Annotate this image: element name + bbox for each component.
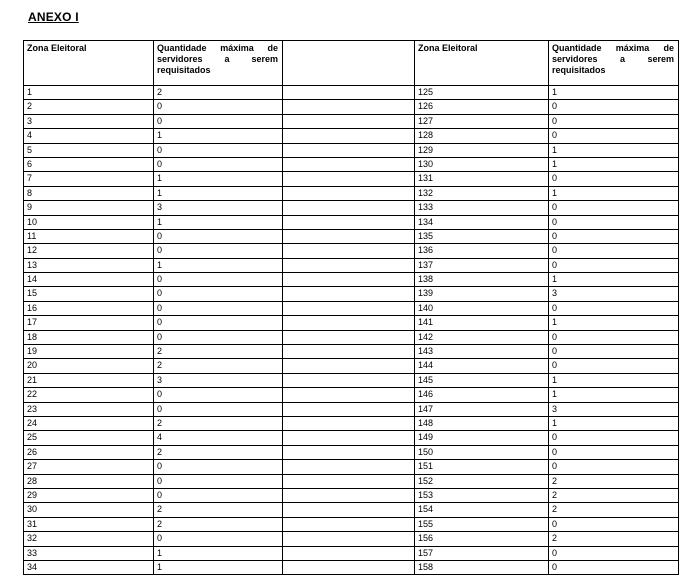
- quantidade-left-cell: 2: [154, 517, 283, 531]
- zona-right-cell: 141: [415, 316, 549, 330]
- zona-left-cell: 24: [24, 416, 154, 430]
- quantidade-right-cell: 0: [549, 431, 679, 445]
- quantidade-right-cell: 1: [549, 388, 679, 402]
- zona-right-cell: 151: [415, 460, 549, 474]
- quantidade-left-cell: 0: [154, 143, 283, 157]
- quantidade-right-cell: 3: [549, 402, 679, 416]
- spacer-cell: [283, 517, 415, 531]
- zona-left-cell: 13: [24, 258, 154, 272]
- quantidade-right-cell: 2: [549, 532, 679, 546]
- zona-left-cell: 15: [24, 287, 154, 301]
- zona-left-cell: 22: [24, 388, 154, 402]
- zona-left-cell: 16: [24, 301, 154, 315]
- zona-right-cell: 139: [415, 287, 549, 301]
- spacer-cell: [283, 157, 415, 171]
- spacer-cell: [283, 215, 415, 229]
- quantidade-left-cell: 1: [154, 215, 283, 229]
- quantidade-right-cell: 0: [549, 445, 679, 459]
- quantidade-left-cell: 2: [154, 359, 283, 373]
- table-row: [24, 229, 679, 243]
- header-spacer: [283, 41, 415, 86]
- quantidade-left-cell: 2: [154, 416, 283, 430]
- zona-right-cell: 148: [415, 416, 549, 430]
- table-row: [24, 431, 679, 445]
- spacer-cell: [283, 532, 415, 546]
- quantidade-left-cell: 1: [154, 546, 283, 560]
- zona-left-cell: 20: [24, 359, 154, 373]
- zona-right-cell: 154: [415, 503, 549, 517]
- quantidade-right-cell: 0: [549, 229, 679, 243]
- zona-left-cell: 9: [24, 201, 154, 215]
- zona-left-cell: 19: [24, 345, 154, 359]
- spacer-cell: [283, 86, 415, 100]
- zona-right-cell: 144: [415, 359, 549, 373]
- spacer-cell: [283, 100, 415, 114]
- zona-left-cell: 6: [24, 157, 154, 171]
- spacer-cell: [283, 330, 415, 344]
- spacer-cell: [283, 388, 415, 402]
- table-row: [24, 359, 679, 373]
- quantidade-right-cell: 1: [549, 86, 679, 100]
- table-row: [24, 215, 679, 229]
- zona-right-cell: 129: [415, 143, 549, 157]
- table-row: [24, 474, 679, 488]
- quantidade-right-cell: 1: [549, 157, 679, 171]
- quantidade-right-cell: 0: [549, 172, 679, 186]
- quantidade-left-cell: 0: [154, 488, 283, 502]
- table-row: [24, 258, 679, 272]
- quantidade-right-cell: 0: [549, 201, 679, 215]
- spacer-cell: [283, 316, 415, 330]
- zona-right-cell: 147: [415, 402, 549, 416]
- spacer-cell: [283, 402, 415, 416]
- quantidade-left-cell: 1: [154, 186, 283, 200]
- quantidade-right-cell: 1: [549, 373, 679, 387]
- zona-left-cell: 3: [24, 114, 154, 128]
- zona-left-cell: 10: [24, 215, 154, 229]
- table-row: [24, 373, 679, 387]
- quantidade-right-cell: 0: [549, 330, 679, 344]
- quantidade-left-cell: 0: [154, 287, 283, 301]
- spacer-cell: [283, 186, 415, 200]
- table-row: [24, 460, 679, 474]
- quantidade-right-cell: 0: [549, 215, 679, 229]
- quantidade-right-cell: 0: [549, 345, 679, 359]
- zona-right-cell: 138: [415, 273, 549, 287]
- zona-left-cell: 1: [24, 86, 154, 100]
- spacer-cell: [283, 373, 415, 387]
- quantidade-left-cell: 1: [154, 129, 283, 143]
- zona-right-cell: 133: [415, 201, 549, 215]
- table-row: [24, 201, 679, 215]
- spacer-cell: [283, 345, 415, 359]
- zona-right-cell: 158: [415, 560, 549, 574]
- quantidade-left-cell: 0: [154, 301, 283, 315]
- zona-left-cell: 31: [24, 517, 154, 531]
- quantidade-left-cell: 0: [154, 316, 283, 330]
- quantidade-left-cell: 0: [154, 460, 283, 474]
- zona-left-cell: 4: [24, 129, 154, 143]
- zona-left-cell: 29: [24, 488, 154, 502]
- table-row: [24, 388, 679, 402]
- zona-left-cell: 17: [24, 316, 154, 330]
- zona-left-cell: 7: [24, 172, 154, 186]
- table-row: [24, 186, 679, 200]
- table-row: [24, 100, 679, 114]
- spacer-cell: [283, 129, 415, 143]
- zona-right-cell: 131: [415, 172, 549, 186]
- zona-right-cell: 157: [415, 546, 549, 560]
- table-row: [24, 416, 679, 430]
- quantidade-left-cell: 3: [154, 201, 283, 215]
- quantidade-right-cell: 2: [549, 503, 679, 517]
- quantidade-right-cell: 0: [549, 460, 679, 474]
- table-row: [24, 330, 679, 344]
- spacer-cell: [283, 503, 415, 517]
- spacer-cell: [283, 114, 415, 128]
- spacer-cell: [283, 229, 415, 243]
- quantidade-right-cell: 2: [549, 474, 679, 488]
- zona-left-cell: 11: [24, 229, 154, 243]
- quantidade-right-cell: 0: [549, 100, 679, 114]
- quantidade-left-cell: 0: [154, 402, 283, 416]
- table-row: [24, 301, 679, 315]
- table-row: [24, 86, 679, 100]
- quantidade-left-cell: 0: [154, 388, 283, 402]
- zona-right-cell: 146: [415, 388, 549, 402]
- quantidade-left-cell: 0: [154, 157, 283, 171]
- table-row: [24, 546, 679, 560]
- table-row: [24, 345, 679, 359]
- spacer-cell: [283, 488, 415, 502]
- table-row: [24, 316, 679, 330]
- spacer-cell: [283, 244, 415, 258]
- zona-right-cell: 155: [415, 517, 549, 531]
- table-row: [24, 560, 679, 574]
- table-row: [24, 244, 679, 258]
- quantidade-left-cell: 2: [154, 503, 283, 517]
- quantidade-left-cell: 0: [154, 330, 283, 344]
- spacer-cell: [283, 273, 415, 287]
- zona-left-cell: 14: [24, 273, 154, 287]
- table-row: [24, 287, 679, 301]
- quantidade-right-cell: 0: [549, 546, 679, 560]
- quantidade-right-cell: 1: [549, 143, 679, 157]
- quantidade-right-cell: 1: [549, 186, 679, 200]
- document-title: ANEXO I: [28, 10, 79, 24]
- spacer-cell: [283, 431, 415, 445]
- quantidade-right-cell: 0: [549, 359, 679, 373]
- table-row: [24, 488, 679, 502]
- table-row: [24, 402, 679, 416]
- table-body: [24, 86, 679, 575]
- quantidade-left-cell: 0: [154, 244, 283, 258]
- zona-left-cell: 28: [24, 474, 154, 488]
- quantidade-right-cell: 1: [549, 316, 679, 330]
- zona-right-cell: 128: [415, 129, 549, 143]
- zona-right-cell: 125: [415, 86, 549, 100]
- zona-left-cell: 25: [24, 431, 154, 445]
- quantidade-left-cell: 0: [154, 474, 283, 488]
- table-row: [24, 114, 679, 128]
- zona-left-cell: 27: [24, 460, 154, 474]
- zona-right-cell: 137: [415, 258, 549, 272]
- quantidade-left-cell: 0: [154, 532, 283, 546]
- quantidade-left-cell: 0: [154, 229, 283, 243]
- quantidade-right-cell: 0: [549, 560, 679, 574]
- zona-left-cell: 18: [24, 330, 154, 344]
- table-row: [24, 157, 679, 171]
- quantidade-right-cell: 1: [549, 416, 679, 430]
- quantidade-right-cell: 2: [549, 488, 679, 502]
- spacer-cell: [283, 445, 415, 459]
- header-quantidade-right: Quantidade máxima de servidores a serem requisitados: [549, 41, 679, 86]
- zona-right-cell: 150: [415, 445, 549, 459]
- table-row: [24, 273, 679, 287]
- spacer-cell: [283, 359, 415, 373]
- header-zona-right: Zona Eleitoral: [415, 41, 549, 86]
- zona-right-cell: 143: [415, 345, 549, 359]
- spacer-cell: [283, 546, 415, 560]
- header-quantidade-left: Quantidade máxima de servidores a serem requisitados: [154, 41, 283, 86]
- zona-right-cell: 126: [415, 100, 549, 114]
- quantidade-right-cell: 3: [549, 287, 679, 301]
- quantidade-left-cell: 1: [154, 172, 283, 186]
- quantidade-left-cell: 1: [154, 258, 283, 272]
- zona-right-cell: 130: [415, 157, 549, 171]
- zona-left-cell: 32: [24, 532, 154, 546]
- zona-left-cell: 33: [24, 546, 154, 560]
- table-row: [24, 172, 679, 186]
- table-row: [24, 503, 679, 517]
- zona-right-cell: 127: [415, 114, 549, 128]
- header-zona-left: Zona Eleitoral: [24, 41, 154, 86]
- quantidade-right-cell: 0: [549, 301, 679, 315]
- quantidade-right-cell: 1: [549, 273, 679, 287]
- zona-left-cell: 2: [24, 100, 154, 114]
- spacer-cell: [283, 560, 415, 574]
- quantidade-left-cell: 3: [154, 373, 283, 387]
- zona-right-cell: 134: [415, 215, 549, 229]
- quantidade-right-cell: 0: [549, 114, 679, 128]
- zona-right-cell: 152: [415, 474, 549, 488]
- zona-right-cell: 149: [415, 431, 549, 445]
- zona-right-cell: 135: [415, 229, 549, 243]
- quantidade-left-cell: 2: [154, 445, 283, 459]
- table-row: [24, 129, 679, 143]
- table-header-row: [24, 41, 679, 86]
- quantidade-right-cell: 0: [549, 258, 679, 272]
- table-row: [24, 143, 679, 157]
- quantidade-left-cell: 4: [154, 431, 283, 445]
- quantidade-right-cell: 0: [549, 129, 679, 143]
- quantidade-left-cell: 0: [154, 100, 283, 114]
- spacer-cell: [283, 258, 415, 272]
- zona-right-cell: 132: [415, 186, 549, 200]
- quantidade-left-cell: 2: [154, 86, 283, 100]
- quantidade-right-cell: 0: [549, 517, 679, 531]
- spacer-cell: [283, 287, 415, 301]
- zona-left-cell: 23: [24, 402, 154, 416]
- zona-left-cell: 34: [24, 560, 154, 574]
- quantidade-right-cell: 0: [549, 244, 679, 258]
- zona-left-cell: 12: [24, 244, 154, 258]
- zona-right-cell: 142: [415, 330, 549, 344]
- zona-right-cell: 156: [415, 532, 549, 546]
- zona-left-cell: 21: [24, 373, 154, 387]
- table-row: [24, 445, 679, 459]
- zona-right-cell: 153: [415, 488, 549, 502]
- spacer-cell: [283, 416, 415, 430]
- quantidade-left-cell: 0: [154, 273, 283, 287]
- spacer-cell: [283, 460, 415, 474]
- spacer-cell: [283, 301, 415, 315]
- table-row: [24, 517, 679, 531]
- quantidade-left-cell: 2: [154, 345, 283, 359]
- spacer-cell: [283, 201, 415, 215]
- spacer-cell: [283, 143, 415, 157]
- zona-right-cell: 145: [415, 373, 549, 387]
- zona-left-cell: 30: [24, 503, 154, 517]
- quantidade-left-cell: 0: [154, 114, 283, 128]
- zona-right-cell: 136: [415, 244, 549, 258]
- servers-table: [23, 40, 679, 575]
- zona-left-cell: 5: [24, 143, 154, 157]
- zona-right-cell: 140: [415, 301, 549, 315]
- spacer-cell: [283, 474, 415, 488]
- zona-left-cell: 8: [24, 186, 154, 200]
- table-row: [24, 532, 679, 546]
- quantidade-left-cell: 1: [154, 560, 283, 574]
- spacer-cell: [283, 172, 415, 186]
- zona-left-cell: 26: [24, 445, 154, 459]
